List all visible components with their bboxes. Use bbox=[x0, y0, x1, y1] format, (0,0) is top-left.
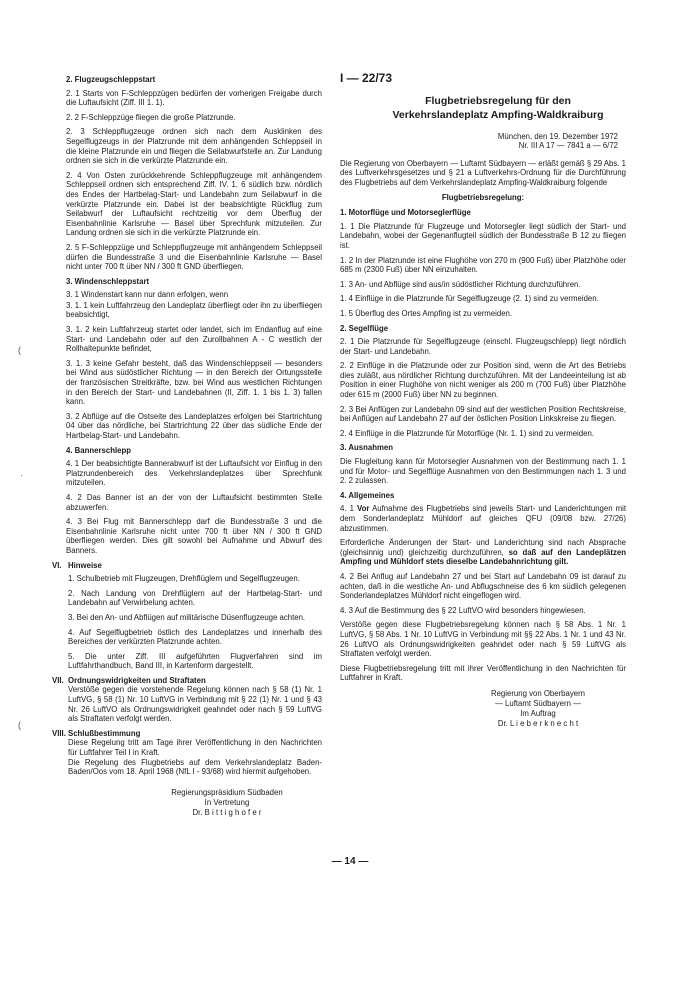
section-windenschleppstart bbox=[52, 277, 322, 441]
title-line: Verkehrslandeplatz Ampfing-Waldkraiburg bbox=[392, 108, 604, 121]
emphasis: so daß auf den Landeplätzen Ampfing und Mühldorf stets dieselbe Landebahnrichtung gilt. bbox=[340, 547, 626, 567]
paragraph: 3. 1 Windenstart kann nur dann erfolgen, wenn bbox=[66, 290, 229, 300]
paragraph-text: Aufnahme des Flugbetriebs sind jeweils Start- und Landerichtungen mit dem Sonderlandeplatz Mühldorf auf gleiches QFU (09/08 bzw. 27/26) abzustimmen. bbox=[340, 504, 627, 533]
signature-line: — Luftamt Südbayern — bbox=[495, 698, 581, 708]
intro-paragraph: Die Regierung von Oberbayern — Luftamt Südbayern — erläßt gemäß § 29 Abs. 1 des Luftverkehrsgesetzes und § 21 a Luftverkehrs-Ordnung für die Durchführung des Flugbetriebs auf dem Verkehrslandeplatz Ampfing-Waldkraiburg folgende bbox=[340, 158, 626, 187]
section-heading: 3. Ausnahmen bbox=[340, 443, 394, 453]
paragraph: 1. 1 Die Platzrunde für Flugzeuge und Motorsegler liegt südlich der Start- und Landebahn, wobei der Gegenanflugteil südlich der Bundesstraße B 12 zu fliegen ist. bbox=[340, 221, 626, 250]
paragraph: 2. Nach Landung von Drehflüglern auf der Hartbelag-Start- und Landebahn auf Verwirbelung achten. bbox=[68, 588, 322, 608]
title-line: Flugbetriebsregelung für den bbox=[425, 94, 571, 107]
section-ausnahmen bbox=[340, 443, 626, 485]
paragraph: 2. 2 Einflüge in die Platzrunde oder zur Position sind, wenn die Art des Betriebs dies zuläßt, aus nördlicher Richtung durchzuführen. Mit der Landeeinteilung ist ab Position in einer Flughöhe von nicht weniger als 200 m (700 Fuß) über Platzhöhe oder 615 m (2000 Fuß) über NN zu beginnen. bbox=[340, 361, 626, 400]
paragraph: 2. 2 F-Schleppzüge fliegen die große Platzrunde. bbox=[66, 112, 236, 122]
section-ordnungswidrigkeiten bbox=[52, 676, 322, 729]
section-flugzeugschleppstart bbox=[52, 75, 322, 272]
signature-line: Regierung von Oberbayern bbox=[490, 688, 586, 698]
paragraph: Diese Flugbetriebsregelung tritt mit ihrer Veröffentlichung in den Nachrichten für Luftfahrer in Kraft. bbox=[340, 663, 626, 683]
section-heading: 2. Segelflüge bbox=[340, 323, 389, 333]
section-hinweise bbox=[52, 561, 322, 676]
signature-line: Regierungspräsidium Südbaden bbox=[171, 787, 283, 797]
paragraph: Die Flugleitung kann für Motorsegler Ausnahmen von der Bestimmung nach 1. 1 und für Motor- und Segelflüge Ausnahmen von den Bestimmungen nach 1. 3 und 2. 2 zulassen. bbox=[340, 457, 626, 486]
section-heading: 3. Windenschleppstart bbox=[66, 276, 150, 286]
paragraph: 2. 5 F-Schleppzüge und Schleppflugzeuge mit anhängendem Schleppseil dürfen die Bundesstraße 3 und die Eisenbahnlinie Karlsruhe — Basel nicht unter 700 ft über NN / 300 ft GND überfliegen. bbox=[66, 242, 322, 272]
paragraph: 3. 1. 3 keine Gefahr besteht, daß das Windenschleppseil — besonders bei Wind aus südöstlicher Richtung — in den Bereich der Ortungsstelle der französischen Streitkräfte, bzw. bei Wind aus westlichen Richtungen in den Bereich der Start- und Landebahnen (II, Ziff. 1. 1 bis 1. 3) fallen kann. bbox=[66, 358, 322, 407]
roman-numeral: VII. bbox=[52, 675, 64, 685]
date-reference bbox=[340, 132, 626, 151]
margin-mark: · bbox=[20, 470, 23, 480]
right-column bbox=[340, 70, 626, 729]
section-motorfluege bbox=[340, 208, 626, 318]
paragraph: 2. 1 Starts von F-Schleppzügen bedürfen der vorherigen Freigabe durch die Luftaufsicht (Ziff. III 1. 1). bbox=[66, 88, 322, 108]
left-column bbox=[52, 70, 322, 818]
section-heading: Hinweise bbox=[68, 560, 102, 570]
roman-numeral: VI. bbox=[52, 560, 62, 570]
document-title bbox=[340, 94, 626, 122]
paragraph: 2. 1 Die Platzrunde für Segelflugzeuge (einschl. Flugzeugschlepp) liegt nördlich der Start- und Landebahn. bbox=[340, 337, 626, 356]
signature-line: Im Auftrag bbox=[520, 708, 556, 718]
paragraph: 3. 1. 1 kein Luftfahrzeug den Landeplatz überfliegt oder ihn zu überfliegen beabsichtigt, bbox=[66, 300, 322, 320]
margin-mark: ( bbox=[18, 345, 21, 355]
section-heading: Ordnungswidrigkeiten und Straftaten bbox=[68, 675, 206, 685]
paragraph: 2. 4 Einflüge in die Platzrunde für Motorflüge (Nr. 1. 1) sind zu vermeiden. bbox=[340, 428, 594, 438]
paragraph: 3. 1. 2 kein Luftfahrzeug startet oder landet, sich im Endanflug auf eine Start- und Landebahn oder auf den Zurollbahnen A - C westlich der Rollhaltepunkte befindet, bbox=[66, 325, 322, 354]
section-segelfluege bbox=[340, 324, 626, 439]
paragraph: 4. 1 Der beabsichtigte Bannerabwurf ist der Luftaufsicht vor Einflug in den Platzrundenbereich des Verkehrslandeplatzes über Sprechfunk mitzuteilen. bbox=[66, 459, 322, 488]
paragraph bbox=[340, 504, 626, 533]
paragraph: 1. 2 In der Platzrunde ist eine Flughöhe von 270 m (900 Fuß) über Platzhöhe oder 685 m (2300 Fuß) über NN einzuhalten. bbox=[340, 255, 626, 275]
paragraph: 1. 3 An- und Abflüge sind aus/in südöstlicher Richtung durchzuführen. bbox=[340, 279, 581, 289]
paragraph: 5. Die unter Ziff. III aufgeführten Flugverfahren sind im Luftfahrthandbuch, Band III, in Kartenform dargestellt. bbox=[68, 651, 322, 671]
subheading: Flugbetriebsregelung: bbox=[441, 192, 525, 202]
date-line: München, den 19. Dezember 1972 bbox=[497, 131, 618, 141]
paragraph: 2. 3 Bei Anflügen zur Landebahn 09 sind auf der westlichen Position Rechtskreise, bei Anflügen auf Landebahn 27 auf der östlichen Position Linkskreise zu fliegen. bbox=[340, 404, 626, 424]
section-bannerschlepp bbox=[52, 446, 322, 556]
paragraph: 2. 4 Von Osten zurückkehrende Schleppflugzeuge mit anhängendem Schleppseil ordnen sich entsprechend Ziff. IV. 1. 6 südlich bzw. nördlich des Endes der Hartbelag-Start- und Landebahn zum Seilabwurf in die verkürzte Platzrunde ein. Dabei ist der beabsichtigte Rückflug zum Seilabwurf der Luftaufsicht rechtzeitig vor dem Überflug der Eisenbahnlinie Karlsruhe — Basel über Sprechfunk mitzuteilen. Zur Landung ordnen sie sich in die verkürzte Platzrunde ein. bbox=[66, 170, 322, 238]
paragraph: Verstöße gegen die vorstehende Regelung können nach § 58 (1) Nr. 1 LuftVG, § 58 (1) Nr. 10 LuftVG in Verbindung mit § 22 (1) Nr. 1 und § 43 Nr. 26 LuftVO als Ordnungswidrigkeit geahndet oder nach § 59 LuftVG als Straftaten verfolgt werden. bbox=[68, 685, 322, 724]
paragraph: 1. 4 Einflüge in die Platzrunde für Segelflugzeuge (2. 1) sind zu vermeiden. bbox=[340, 294, 599, 304]
roman-numeral: VIII. bbox=[52, 728, 66, 738]
paragraph: 2. 3 Schleppflugzeuge ordnen sich nach dem Ausklinken des Segelflugzeugs in der Platzrunde mit dem anhängenden Schleppseil in die kleine Platzrunde ein und fliegen die Seilabwurfstelle an. Zur Landung ordnen sie sich in die verkürzte Platzrunde ein. bbox=[66, 127, 322, 166]
signature-line: In Vertretung bbox=[204, 797, 250, 807]
paragraph: 4. 3 Auf die Bestimmung des § 22 LuftVO wird besonders hingewiesen. bbox=[340, 605, 586, 615]
section-heading: 4. Bannerschlepp bbox=[66, 445, 131, 455]
paragraph: 4. 2 Das Banner ist an der von der Luftaufsicht bestimmten Stelle abzuwerfen. bbox=[66, 492, 322, 512]
paragraph: 4. Auf Segelflugbetrieb östlich des Landeplatzes und innerhalb des Bereiches der verkürzten Platzrunde achten. bbox=[68, 627, 322, 647]
paragraph: 1. 5 Überflug des Ortes Ampfing ist zu vermeiden. bbox=[340, 308, 513, 318]
section-heading: 4. Allgemeines bbox=[340, 490, 395, 500]
paragraph bbox=[340, 538, 626, 567]
paragraph: Diese Regelung tritt am Tage ihrer Veröffentlichung in den Nachrichten für Luftfahrer Teil I in Kraft. bbox=[68, 738, 322, 758]
signature-line: Dr. L i e b e r k n e c h t bbox=[497, 718, 579, 728]
section-schlussbestimmung bbox=[52, 729, 322, 782]
section-allgemeines bbox=[340, 491, 626, 683]
paragraph-number: 4. 1 bbox=[340, 504, 358, 514]
margin-mark: ( bbox=[18, 720, 21, 730]
reference-line: Nr. III A 17 — 7841 a — 6/72 bbox=[518, 141, 618, 151]
signature-block bbox=[450, 689, 626, 729]
paragraph-text: Erforderliche Änderungen der Start- und Landerichtung sind nach Absprache (gleichsinnig und) gleichzeitig durchzuführen, bbox=[340, 538, 626, 557]
page-number: — 14 — bbox=[331, 856, 369, 867]
paragraph: 3. Bei den An- und Abflügen auf militärische Düsenflugzeuge achten. bbox=[68, 612, 306, 622]
paragraph: Die Regelung des Flugbetriebs auf dem Verkehrslandeplatz Baden-Baden/Oos vom 18. April 1968 (NfL I - 93/68) wird hiermit aufgehoben. bbox=[68, 757, 322, 777]
paragraph: 1. Schulbetrieb mit Flugzeugen, Drehflüglern und Segelflugzeugen. bbox=[68, 574, 300, 584]
section-heading: 1. Motorflüge und Motorseglerflüge bbox=[340, 208, 471, 218]
paragraph: 3. 2 Abflüge auf die Ostseite des Landeplatzes erfolgen bei Startrichtung 04 über das nördliche, bei Startrichtung 22 über das südliche Ende der Hartbelag-Start- und Landebahn. bbox=[66, 411, 322, 440]
signature-line: Dr. B i t t i g h o f e r bbox=[192, 807, 262, 817]
signature-block bbox=[132, 788, 322, 818]
document-number: I — 22/73 bbox=[340, 71, 393, 85]
paragraph: Verstöße gegen diese Flugbetriebsregelung können nach § 58 Abs. 1 Nr. 1 LuftVG, § 58 Abs. 1 Nr. 10 LuftVG in Verbindung mit §§ 22 Abs. 1 Nr. 1 und 43 Nr. 26 LuftVO als Ordnungswidrigkeiten geahndet oder nach § 59 LuftVG als Straftaten verfolgt werden. bbox=[340, 620, 626, 659]
paragraph: 4. 3 Bei Flug mit Bannerschlepp darf die Bundesstraße 3 und die Eisenbahnlinie Karlsruhe nicht unter 700 ft über NN / 300 ft GND überfliegen werden. Dies gilt sowohl bei Aufnahme und Abwurf des Banners. bbox=[66, 517, 322, 555]
section-heading: 2. Flugzeugschleppstart bbox=[66, 75, 156, 84]
emphasis: Vor bbox=[357, 504, 370, 514]
section-heading: Schlußbestimmung bbox=[68, 728, 141, 738]
paragraph: 4. 2 Bei Anflug auf Landebahn 27 und bei Start auf Landebahn 09 ist darauf zu achten, daß in die westliche An- und Abflugschneise des 6 km südlich gelegenen Sonderlandeplatzes Mühldorf nicht eingeflogen wird. bbox=[340, 571, 626, 601]
